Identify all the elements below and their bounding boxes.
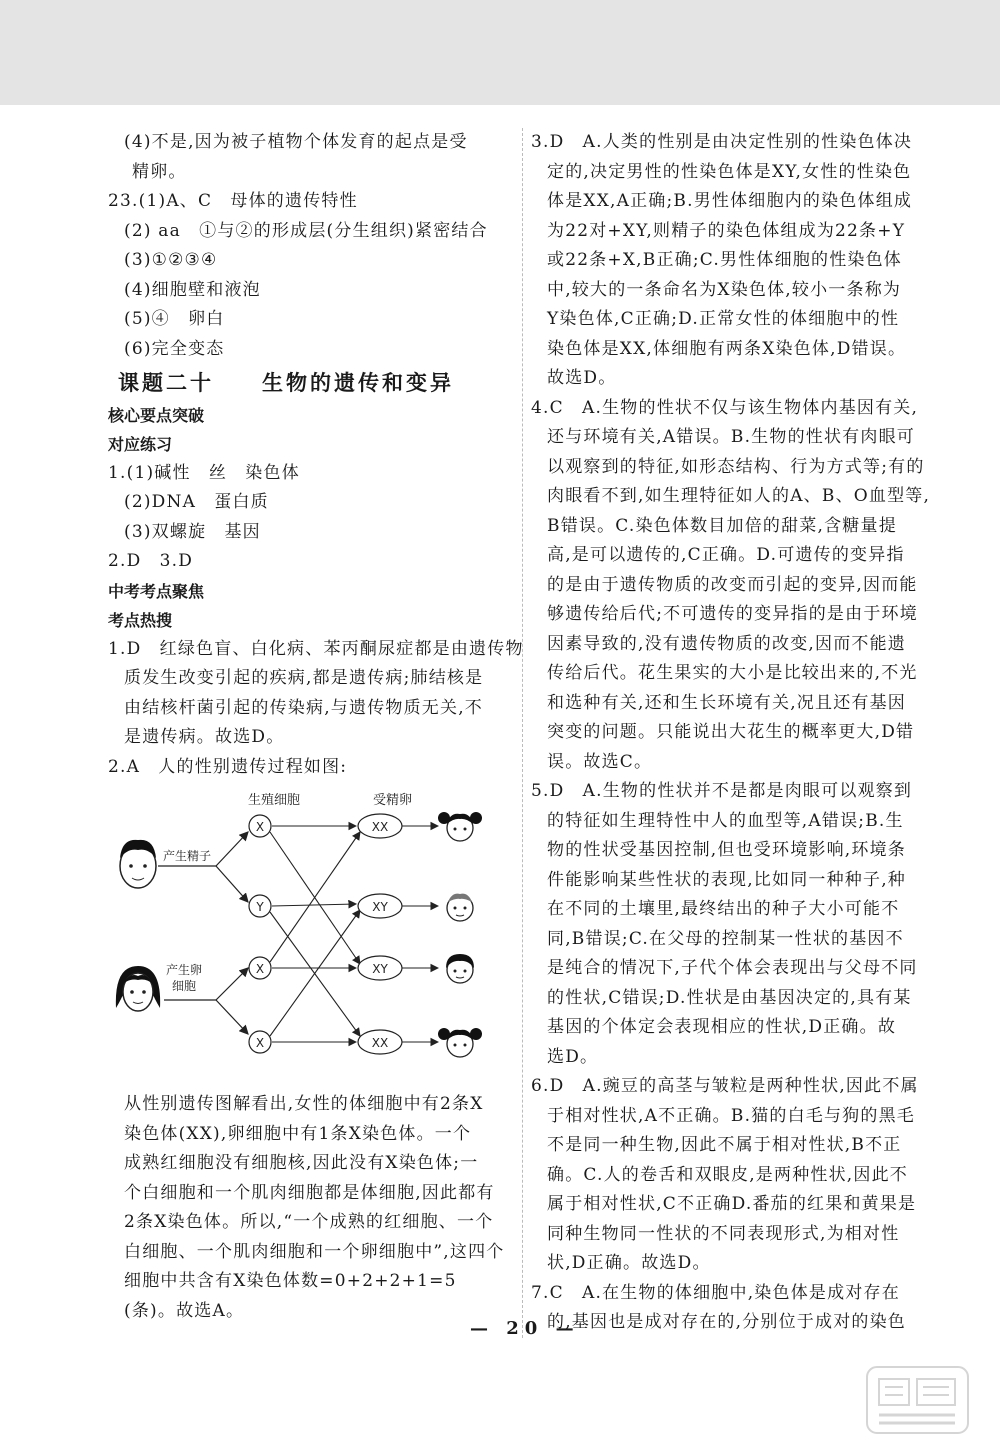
text-line: 1.D 红绿色盲、白化病、苯丙酮尿症都是由遗传物	[108, 638, 524, 659]
text-line: 23.(1)A、C 母体的遗传特性	[108, 191, 358, 211]
text-line: 染色体(XX),卵细胞中有1条X染色体。一个	[124, 1123, 472, 1144]
text-line: 由结核杆菌引起的传染病,与遗传物质无关,不	[124, 697, 484, 718]
child-arrows	[402, 826, 438, 1042]
label-produce-egg-2: 细胞	[172, 979, 197, 993]
text-line: 2.D 3.D	[108, 551, 194, 571]
diagram-explanation	[108, 1090, 505, 1326]
text-line: 基因的个体定会表现相应的性状,D正确。故	[547, 1017, 897, 1037]
text-line: (2)DNA 蛋白质	[124, 492, 269, 512]
zygote-xx-2	[358, 1030, 402, 1054]
page-number: — 20 —	[470, 1318, 580, 1339]
gamete-sperm-y	[249, 895, 271, 917]
text-line: 为22对+XY,则精子的染色体组成为22条+Y	[547, 220, 906, 241]
text-line: 够遗传给后代;不可遗传的变异指的是由于环境	[547, 604, 918, 624]
text-line: 传给后代。花生果实的大小是比较出来的,不光	[547, 663, 918, 683]
text-line: 和选种有关,还和生长环境有关,况且还有基因	[547, 692, 907, 713]
gamete-label: X	[255, 962, 265, 976]
mother-face-icon	[116, 966, 160, 1011]
text-line: 不是同一种生物,因此不属于相对性状,B不正	[547, 1135, 902, 1155]
section-heading-practice: 对应练习	[108, 434, 173, 454]
watermark-logo	[865, 1365, 970, 1435]
zygote-label: XY	[372, 962, 388, 976]
text-line: 是遗传病。故选D。	[124, 727, 285, 747]
text-line: (5)④ 卵白	[124, 309, 225, 329]
text-line: 同,B错误;C.在父母的控制某一性状的基因不	[547, 928, 904, 949]
text-line: (2) aa ①与②的形成层(分生组织)紧密结合	[124, 220, 488, 241]
text-line: 5.D A.生物的性状并不是都是肉眼可以观察到	[531, 781, 913, 801]
gamete-sperm-x	[249, 815, 271, 837]
text-line: 故选D。	[547, 368, 617, 388]
text-line: Y染色体,C正确;D.正常女性的体细胞中的性	[547, 309, 900, 329]
zygote-label: XX	[371, 820, 389, 834]
text-line: 在不同的土壤里,最终结出的种子大小可能不	[547, 899, 900, 919]
text-line: 质发生改变引起的疾病,都是遗传病;肺结核是	[124, 668, 484, 688]
gamete-egg-x-2	[249, 1031, 271, 1053]
text-line: B错误。C.染色体数目加倍的甜菜,含糖量提	[547, 515, 897, 536]
text-line: 1.(1)碱性 丝 染色体	[108, 462, 300, 483]
text-line: 2条X染色体。所以,“一个成熟的红细胞、一个	[124, 1212, 494, 1232]
text-line: (4)不是,因为被子植物个体发育的起点是受	[124, 132, 468, 152]
text-line: 同种生物同一性状的不同表现形式,为相对性	[547, 1223, 900, 1244]
text-line: 的,基因也是成对存在的,分别位于成对的染色	[547, 1312, 907, 1332]
text-line: 误。故选C。	[547, 751, 653, 772]
zygote-xy-2	[358, 956, 402, 980]
text-line: 精卵。	[132, 161, 187, 182]
text-line: 是纯合的情况下,子代个体会表现出与父母不同	[547, 958, 918, 978]
gamete-egg-x-1	[249, 957, 271, 979]
text-line: 的性状,C错误;D.性状是由基因决定的,具有某	[547, 987, 912, 1008]
text-line: 因素导致的,没有遗传物质的改变,因而不能遗	[547, 633, 907, 654]
text-line: (6)完全变态	[124, 338, 225, 359]
text-line: (3)①②③④	[124, 250, 218, 270]
girl-face-icon	[438, 812, 482, 841]
section-heading-exam-focus: 中考考点聚焦	[108, 581, 205, 601]
text-line: 2.A 人的性别遗传过程如图:	[108, 756, 348, 777]
label-zygote: 受精卵	[373, 793, 413, 808]
text-line: 状,D正确。故选D。	[547, 1253, 711, 1273]
text-line: 选D。	[547, 1046, 599, 1067]
label-produce-sperm: 产生精子	[163, 849, 212, 863]
text-line: 从性别遗传图解看出,女性的体细胞中有2条X	[124, 1094, 484, 1114]
text-line: 或22条+X,B正确;C.男性体细胞的性染色体	[547, 250, 903, 270]
question-answers-continued	[531, 128, 951, 1338]
text-line: 肉眼看不到,如生理特征如人的A、B、O血型等,	[547, 486, 931, 506]
text-line: 染色体是XX,体细胞有两条X染色体,D错误。	[547, 338, 907, 359]
text-line: 以观察到的特征,如形态结构、行为方式等;有的	[547, 456, 925, 477]
section-heading-core: 核心要点突破	[108, 405, 205, 425]
text-line: 白细胞、一个肌肉细胞和一个卵细胞中”,这四个	[124, 1241, 505, 1262]
text-line: 高,是可以遗传的,C正确。D.可遗传的变异指	[547, 545, 905, 565]
label-produce-egg-1: 产生卵	[166, 963, 203, 977]
text-line: 突变的问题。只能说出大花生的概率更大,D错	[547, 722, 915, 742]
page-top-margin	[0, 0, 1000, 105]
text-line: 物的性状受基因控制,但也受环境影响,环境条	[547, 840, 907, 860]
boy-face-icon	[446, 954, 474, 983]
left-column	[108, 128, 524, 1326]
text-line: 体是XX,A正确;B.男性体细胞内的染色体组成	[547, 191, 913, 211]
text-line: 的特征如生理特性中人的血型等,A错误;B.生	[547, 810, 904, 831]
text-line: (3)双螺旋 基因	[124, 521, 261, 542]
fertilization-arrows	[270, 826, 360, 1042]
zygote-label: XY	[372, 900, 388, 914]
zygote-label: XX	[371, 1036, 389, 1050]
text-line: 3.D A.人类的性别是由决定性别的性染色体决	[531, 132, 913, 152]
father-face-icon	[120, 840, 156, 888]
zygote-xx-1	[358, 814, 402, 838]
text-line: 成熟红细胞没有细胞核,因此没有X染色体;一	[124, 1153, 479, 1173]
text-line: 属于相对性状,C不正确D.番茄的红果和黄果是	[547, 1194, 917, 1214]
label-gametes: 生殖细胞	[248, 793, 301, 808]
gamete-label: X	[255, 820, 265, 834]
text-line: 细胞中共含有X染色体数=0+2+2+1=5	[124, 1271, 457, 1291]
text-line: 6.D A.豌豆的高茎与皱粒是两种性状,因此不属	[531, 1076, 919, 1096]
text-line: (条)。故选A。	[124, 1300, 245, 1321]
zygote-xy-1	[358, 894, 402, 918]
right-column	[522, 128, 951, 1338]
text-line: 件能影响某些性状的表现,比如同一种种子,种	[547, 869, 907, 890]
text-line: 于相对性状,A不正确。B.猫的白毛与狗的黑毛	[547, 1105, 915, 1126]
section-heading-hot-topics: 考点热搜	[108, 610, 173, 630]
text-line: 的是由于遗传物质的改变而引起的变异,因而能	[547, 574, 918, 595]
answers-lesson-19-tail	[108, 128, 500, 364]
text-line: 7.C A.在生物的体细胞中,染色体是成对存在	[531, 1282, 900, 1303]
text-line: (4)细胞壁和液泡	[124, 279, 261, 300]
sex-inheritance-diagram	[108, 786, 500, 1086]
text-line: 还与环境有关,A错误。B.生物的性状有肉眼可	[547, 427, 915, 447]
practice-answers	[108, 459, 500, 577]
lesson-title: 课题二十 生物的遗传和变异	[118, 371, 454, 395]
text-line: 个白细胞和一个肌肉细胞都是体细胞,因此都有	[124, 1182, 495, 1203]
girl-face-icon	[438, 1028, 482, 1057]
gamete-label: X	[255, 1036, 265, 1050]
question-answers	[108, 635, 524, 783]
boy-face-icon	[447, 894, 473, 921]
text-line: 中,较大的一条命名为X染色体,较小一条称为	[547, 279, 902, 300]
gamete-label: Y	[256, 900, 264, 914]
text-line: 定的,决定男性的性染色体是XY,女性的性染色	[547, 161, 912, 182]
text-line: 4.C A.生物的性状不仅与该生物体内基因有关,	[531, 397, 919, 418]
text-line: 确。C.人的卷舌和双眼皮,是两种性状,因此不	[547, 1164, 909, 1185]
